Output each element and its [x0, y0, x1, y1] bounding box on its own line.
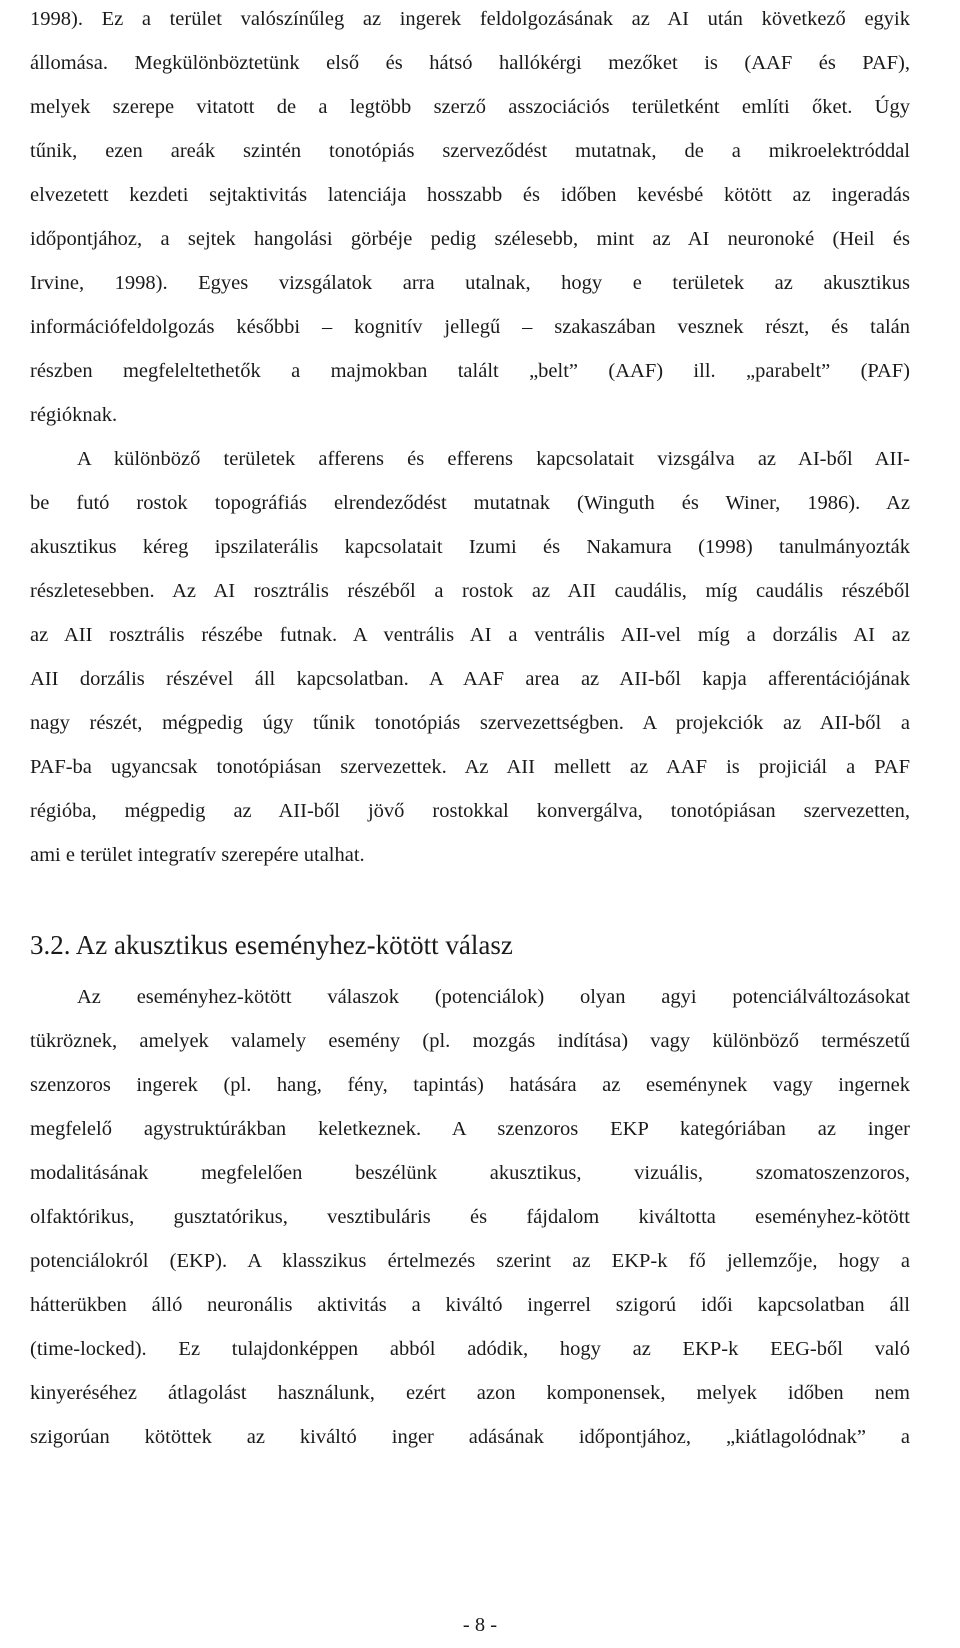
- text-line: PAF-ba ugyancsak tonotópiásan szervezettek. Az AII mellett az AAF is projiciál a PAF: [30, 756, 910, 778]
- text-line: 1998). Ez a terület valószínűleg az ingerek feldolgozásának az AI után következő egyik: [30, 8, 910, 30]
- text-line: AII dorzális részével áll kapcsolatban. A AAF area az AII-ből kapja afferentációjának: [30, 668, 910, 690]
- text-line: Irvine, 1998). Egyes vizsgálatok arra utalnak, hogy e területek az akusztikus: [30, 272, 910, 294]
- text-line: elvezetett kezdeti sejtaktivitás latenciája hosszabb és időben kevésbé kötött az ingeradás: [30, 184, 910, 206]
- text-line: Az eseményhez-kötött válaszok (potenciálok) olyan agyi potenciálváltozásokat: [77, 986, 910, 1008]
- text-line: megfelelő agystruktúrákban keletkeznek. A szenzoros EKP kategóriában az inger: [30, 1118, 910, 1140]
- text-line: régióknak.: [30, 404, 118, 426]
- text-line: szigorúan kötöttek az kiváltó inger adásának időpontjához, „kiátlagolódnak” a: [30, 1426, 910, 1448]
- text-line: szenzoros ingerek (pl. hang, fény, tapintás) hatására az eseménynek vagy ingernek: [30, 1074, 910, 1096]
- text-line: tűnik, ezen areák szintén tonotópiás szerveződést mutatnak, de a mikroelektróddal: [30, 140, 910, 162]
- text-line: régióba, mégpedig az AII-ből jövő rostokkal konvergálva, tonotópiásan szervezetten,: [30, 800, 910, 822]
- text-line: (time-locked). Ez tulajdonképpen abból adódik, hogy az EKP-k EEG-ből való: [30, 1338, 910, 1360]
- text-line: állomása. Megkülönböztetünk első és hátsó hallókérgi mezőket is (AAF és PAF),: [30, 52, 910, 74]
- text-line: melyek szerepe vitatott de a legtöbb szerző asszociációs területként említi őket. Úgy: [30, 96, 910, 118]
- text-line: potenciálokról (EKP). A klasszikus értelmezés szerint az EKP-k fő jellemzője, hogy a: [30, 1250, 910, 1272]
- text-line: időpontjához, a sejtek hangolási görbéje pedig szélesebb, mint az AI neuronoké (Heil és: [30, 228, 910, 250]
- text-line: olfaktórikus, gusztatórikus, vesztibuláris és fájdalom kiváltotta eseményhez-kötött: [30, 1206, 910, 1228]
- text-line: nagy részét, mégpedig úgy tűnik tonotópiás szervezettségben. A projekciók az AII-ből a: [30, 712, 910, 734]
- text-line: modalitásának megfelelően beszélünk akusztikus, vizuális, szomatoszenzoros,: [30, 1162, 910, 1184]
- text-line: kinyeréséhez átlagolást használunk, ezért azon komponensek, melyek időben nem: [30, 1382, 910, 1404]
- text-line: A különböző területek afferens és efferens kapcsolatait vizsgálva az AI-ből AII-: [77, 448, 910, 470]
- text-line: hátterükben álló neuronális aktivitás a kiváltó ingerrel szigorú idői kapcsolatban áll: [30, 1294, 910, 1316]
- text-line: akusztikus kéreg ipszilaterális kapcsolatait Izumi és Nakamura (1998) tanulmányozták: [30, 536, 910, 558]
- text-line: be futó rostok topográfiás elrendeződést mutatnak (Winguth és Winer, 1986). Az: [30, 492, 910, 514]
- text-line: az AII rosztrális részébe futnak. A ventrális AI a ventrális AII-vel míg a dorzális AI az: [30, 624, 910, 646]
- page-number: - 8 -: [462, 1614, 498, 1636]
- text-line: tükröznek, amelyek valamely esemény (pl. mozgás indítása) vagy különböző természetű: [30, 1030, 910, 1052]
- section-heading: 3.2. Az akusztikus eseményhez-kötött válasz: [30, 930, 513, 960]
- text-line: részben megfeleltethetők a majmokban talált „belt” (AAF) ill. „parabelt” (PAF): [30, 360, 910, 382]
- text-line: információfeldolgozás későbbi – kognitív jellegű – szakaszában vesznek részt, és talán: [30, 316, 910, 338]
- text-line: ami e terület integratív szerepére utalhat.: [30, 844, 365, 866]
- text-line: részletesebben. Az AI rosztrális részéből a rostok az AII caudális, míg caudális részéből: [30, 580, 910, 602]
